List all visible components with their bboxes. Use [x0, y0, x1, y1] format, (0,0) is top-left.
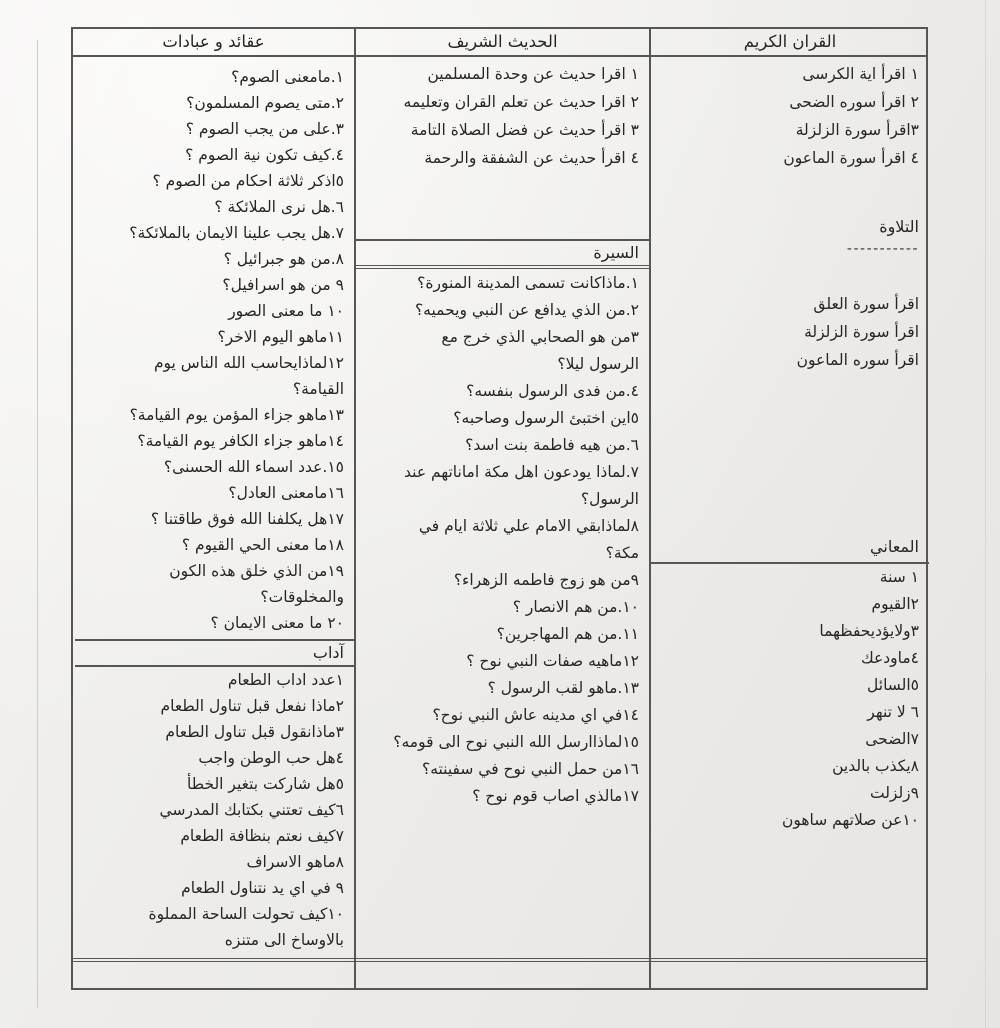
question-line: ٥السائل [867, 676, 919, 694]
question-line: ٢٠ ما معنى الايمان ؟ [210, 614, 344, 632]
question-line: الرسول؟ [580, 490, 639, 508]
question-line: ١ اقرا حديث عن وحدة المسلمين [427, 65, 639, 83]
question-line: ٧كيف نعتم بنظافة الطعام [180, 827, 344, 845]
question-line: ٣.على من يجب الصوم ؟ [185, 120, 344, 138]
question-line: ٢.متى يصوم المسلمون؟ [186, 94, 344, 112]
section-title: التلاوة [879, 217, 919, 236]
question-line: ٦.هل نرى الملائكة ؟ [214, 198, 344, 216]
section-seerah [356, 239, 649, 810]
question-line: ١٥.عدد اسماء الله الحسنى؟ [163, 458, 344, 476]
question-line: ١٢لماذايحاسب الله الناس يوم [153, 354, 344, 372]
question-line: ٩ في اي يد نتناول الطعام [181, 879, 344, 897]
question-line: ١٢ماهيه صفات النبي نوح ؟ [466, 652, 639, 670]
question-line: ١ سنة [879, 568, 919, 586]
question-line: ٨لماذابقي الامام علي ثلاثة ايام في [418, 517, 639, 535]
question-line: ١٠كيف تحولت الساحة المملوة [148, 905, 344, 923]
question-line: ٦كيف تعتني بكتابك المدرسي [159, 801, 344, 819]
question-line: والمخلوقات؟ [260, 588, 344, 606]
question-line: ٧.هل يجب علينا الايمان بالملائكة؟ [129, 224, 344, 242]
table-header-row [73, 29, 926, 57]
question-line: ٢.من الذي يدافع عن النبي ويحميه؟ [414, 301, 639, 319]
question-line: ١٣.ماهو لقب الرسول ؟ [487, 679, 639, 697]
question-line: ١١.من هم المهاجرين؟ [496, 625, 639, 643]
question-line: ٥اذكر ثلاثة احكام من الصوم ؟ [152, 172, 344, 190]
column-aqaid [75, 57, 354, 958]
question-line: ٣من هو الصحابي الذي خرج مع [441, 328, 639, 346]
question-line: ١٨ما معنى الحي القيوم ؟ [181, 536, 344, 554]
section-adab [75, 639, 354, 953]
question-line: ٥اين اختبئ الرسول وصاحبه؟ [453, 409, 639, 427]
question-line: ٣ماذانقول قبل تناول الطعام [165, 723, 344, 741]
question-line: اقرأ سوره الماعون [796, 351, 919, 369]
question-line: ٤ماودعك [860, 649, 919, 667]
question-line: ٩من هو زوج فاطمه الزهراء؟ [453, 571, 639, 589]
question-line: ٦.من هيه فاطمة بنت اسد؟ [465, 436, 639, 454]
page-edge-line [37, 40, 38, 1008]
table-body [73, 57, 926, 958]
section-title: السيرة [593, 243, 639, 262]
question-line: ٥هل شاركت بتغير الخطأ [187, 775, 344, 793]
question-line: ١٠عن صلاتهم ساهون [781, 811, 919, 829]
question-line: ١٦من حمل النبي نوح في سفينته؟ [421, 760, 639, 778]
question-line: ١٤ماهو جزاء الكافر يوم القيامة؟ [137, 432, 344, 450]
page-edge-line [985, 0, 986, 1028]
question-line: ٨يكذب بالدين [832, 757, 919, 775]
question-line: ١٩من الذي خلق هذه الكون [169, 562, 344, 580]
section-hadith-tasks [356, 60, 649, 172]
question-line: ٨ماهو الاسراف [246, 853, 344, 871]
question-line: ٣ اقرأ حديث عن فضل الصلاة التامة [410, 121, 639, 139]
question-line: ١٦مامعنى العادل؟ [228, 484, 344, 502]
section-title: آداب [312, 643, 344, 662]
question-line: ٤ اقرأ حديث عن الشفقة والرحمة [424, 149, 639, 167]
question-line: ١٣ماهو جزاء المؤمن يوم القيامة؟ [129, 406, 344, 424]
question-line: ١٠.من هم الانصار ؟ [512, 598, 639, 616]
question-line: ٧الضحى [865, 730, 919, 748]
question-line: ١٠ ما معنى الصور [228, 302, 344, 320]
question-line: ٧.لماذا يودعون اهل مكة اماناتهم عند [404, 463, 639, 481]
question-line: القيامة؟ [292, 380, 344, 398]
question-line: الرسول ليلا؟ [557, 355, 639, 373]
question-line: ١٤في اي مدينه عاش النبي نوح؟ [432, 706, 639, 724]
column-header-quran: القران الكريم [743, 32, 837, 51]
question-line: ١١ماهو اليوم الاخر؟ [217, 328, 344, 346]
section-aqaid-questions [75, 64, 354, 636]
column-header-hadith: الحديث الشريف [447, 32, 558, 51]
question-line: ٩زلزلت [869, 784, 919, 802]
question-line: ١٧مالذي اصاب قوم نوح ؟ [472, 787, 639, 805]
column-header-aqaid: عقائد و عبادات [162, 32, 265, 51]
question-line: ٢ اقرأ سوره الضحى [789, 93, 919, 111]
question-line: ١.مامعنى الصوم؟ [231, 68, 344, 86]
question-line: ١٧هل يكلفنا الله فوق طاقتنا ؟ [150, 510, 344, 528]
section-tilawa-head [651, 214, 929, 257]
column-quran [651, 57, 929, 958]
question-line: ٢ماذا نفعل قبل تناول الطعام [160, 697, 344, 715]
section-quran-tasks [651, 60, 929, 172]
question-line: ٤ اقرأ سورة الماعون [783, 149, 919, 167]
question-line: مكة؟ [605, 544, 639, 562]
dashed-rule: ----------- [846, 241, 919, 257]
column-hadith [356, 57, 649, 958]
question-line: بالاوساخ الى متنزه [224, 931, 344, 949]
question-line: ١ اقرأ اية الكرسى [802, 65, 919, 83]
question-line: ٤.كيف تكون نية الصوم ؟ [185, 146, 344, 164]
question-line: ٨.من هو جبرائيل ؟ [223, 250, 344, 268]
question-line: ٤.من فدى الرسول بنفسه؟ [466, 382, 639, 400]
question-line: ١عدد اداب الطعام [227, 671, 344, 689]
question-line: ١٥لماذاارسل الله النبي نوح الى قومه؟ [393, 733, 639, 751]
worksheet-table [71, 27, 928, 990]
question-line: ١.ماذاكانت تسمى المدينة المنورة؟ [417, 274, 639, 292]
question-line: ٣ولايؤديحفظهما [819, 622, 919, 640]
question-line: ٤هل حب الوطن واجب [198, 749, 344, 767]
section-maani [651, 534, 929, 834]
section-tilawa-surahs [651, 290, 929, 374]
question-line: ٩ من هو اسرافيل؟ [222, 276, 344, 294]
question-line: ٦ لا تنهر [867, 703, 919, 721]
question-line: ٣اقرأ سورة الزلزلة [795, 121, 919, 139]
question-line: اقرأ سورة العلق [813, 295, 919, 313]
table-footer-row [73, 958, 926, 988]
section-title: المعاني [870, 537, 919, 556]
question-line: ٢ اقرا حديث عن تعلم القران وتعليمه [403, 93, 639, 111]
question-line: ٢القيوم [871, 595, 919, 613]
question-line: اقرأ سورة الزلزلة [804, 323, 919, 341]
